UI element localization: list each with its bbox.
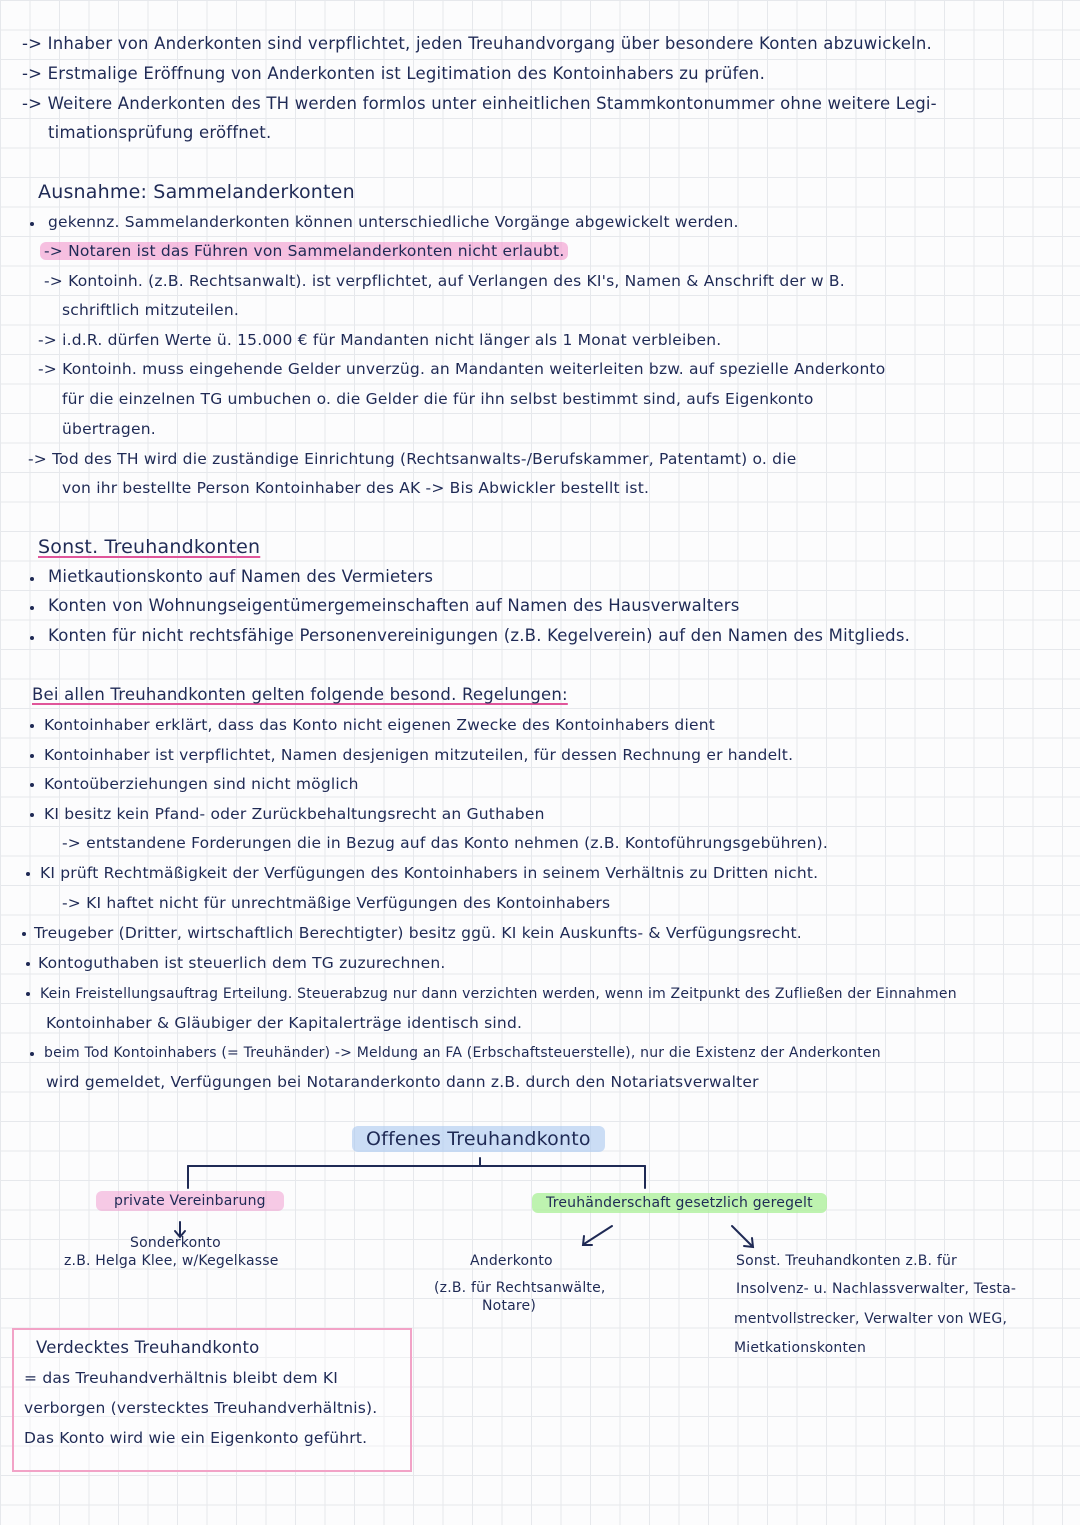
- diagram-right-label: Treuhänderschaft gesetzlich geregelt: [532, 1192, 827, 1214]
- diagram-left-label: private Vereinbarung: [96, 1190, 284, 1212]
- sonst-item-3: Konten für nicht rechtsfähige Personenvereinigungen (z.B. Kegelverein) auf den Namen des Mitglieds.: [48, 626, 911, 645]
- ausnahme-line-10: von ihr bestellte Person Kontoinhaber des AK -> Bis Abwickler bestellt ist.: [62, 479, 650, 497]
- diagram-anderkonto: Anderkonto: [470, 1253, 553, 1269]
- intro-line-1: -> Inhaber von Anderkonten sind verpflichtet, jeden Treuhandvorgang über besondere Konten abzuwickeln.: [22, 34, 932, 53]
- ausnahme-line-5: -> i.d.R. dürfen Werte ü. 15.000 € für Mandanten nicht länger als 1 Monat verbleiben.: [38, 331, 722, 349]
- sonst-item-1: Mietkautionskonto auf Namen des Vermieters: [48, 567, 434, 586]
- diagram-anderkonto-example-2: Notare): [482, 1298, 537, 1314]
- ausnahme-heading: Ausnahme: Sammelanderkonten: [38, 181, 355, 203]
- diagram-sonst-line-2: Insolvenz- u. Nachlassverwalter, Testa-: [736, 1281, 1017, 1297]
- regeln-line-4: KI besitz kein Pfand- oder Zurückbehaltungsrecht an Guthaben: [44, 805, 545, 823]
- regeln-line-2: Kontoinhaber ist verpflichtet, Namen desjenigen mitzuteilen, für dessen Rechnung er handelt.: [44, 746, 794, 764]
- regeln-heading: Bei allen Treuhandkonten gelten folgende besond. Regelungen:: [32, 685, 568, 704]
- intro-line-2: -> Erstmalige Eröffnung von Anderkonten ist Legitimation des Kontoinhabers zu prüfen.: [22, 64, 766, 83]
- ausnahme-line-8: übertragen.: [62, 420, 156, 438]
- regeln-line-10: Kein Freistellungsauftrag Erteilung. Steuerabzug nur dann verzichten werden, wenn im Zeitpunkt des Zufließen der Einnahmen: [40, 986, 957, 1002]
- ausnahme-line-1: gekennz. Sammelanderkonten können unterschiedliche Vorgänge abgewickelt werden.: [48, 213, 739, 231]
- ausnahme-line-9: -> Tod des TH wird die zuständige Einrichtung (Rechtsanwalts-/Berufskammer, Patentamt) o. die: [28, 450, 797, 468]
- diagram-sonst-line-3: mentvollstrecker, Verwalter von WEG,: [734, 1311, 1008, 1327]
- sonst-item-2: Konten von Wohnungseigentümergemeinschaften auf Namen des Hausverwalters: [48, 596, 740, 615]
- ausnahme-line-3: -> Kontoinh. (z.B. Rechtsanwalt). ist verpflichtet, auf Verlangen des KI's, Namen & Anschrift der w B.: [44, 272, 845, 290]
- diagram-sonst-line-4: Mietkationskonten: [734, 1340, 867, 1356]
- intro-line-3: -> Weitere Anderkonten des TH werden formlos unter einheitlichen Stammkontonummer ohne weitere Legi-: [22, 94, 937, 113]
- ausnahme-line-2: -> Notaren ist das Führen von Sammelanderkonten nicht erlaubt.: [40, 240, 568, 262]
- regeln-line-7: -> KI haftet nicht für unrechtmäßige Verfügungen des Kontoinhabers: [62, 894, 611, 912]
- diagram-left-child: Sonderkonto: [130, 1235, 221, 1251]
- regeln-line-6: KI prüft Rechtmäßigkeit der Verfügungen des Kontoinhabers in seinem Verhältnis zu Dritten nicht.: [40, 864, 819, 882]
- regeln-line-3: Kontoüberziehungen sind nicht möglich: [44, 775, 359, 793]
- intro-line-4: timationsprüfung eröffnet.: [48, 123, 272, 142]
- regeln-line-9: Kontoguthaben ist steuerlich dem TG zuzurechnen.: [38, 954, 446, 972]
- ausnahme-line-7: für die einzelnen TG umbuchen o. die Gelder die für ihn selbst bestimmt sind, aufs Eigenkonto: [62, 390, 814, 408]
- regeln-line-8: Treugeber (Dritter, wirtschaftlich Berechtigter) besitz ggü. KI kein Auskunfts- & Verfügungsrecht.: [34, 924, 802, 942]
- regeln-line-13: wird gemeldet, Verfügungen bei Notaranderkonto dann z.B. durch den Notariatsverwalter: [46, 1073, 759, 1091]
- verdeckt-line-3: Das Konto wird wie ein Eigenkonto geführt.: [24, 1429, 368, 1447]
- diagram-root: Offenes Treuhandkonto: [352, 1128, 605, 1150]
- ausnahme-line-6: -> Kontoinh. muss eingehende Gelder unverzüg. an Mandanten weiterleiten bzw. auf spezielle Anderkonto: [38, 360, 886, 378]
- ausnahme-line-4: schriftlich mitzuteilen.: [62, 301, 240, 319]
- verdeckt-line-1: = das Treuhandverhältnis bleibt dem KI: [24, 1369, 339, 1387]
- regeln-line-1: Kontoinhaber erklärt, dass das Konto nicht eigenen Zwecke des Kontoinhabers dient: [44, 716, 715, 734]
- regeln-line-12: beim Tod Kontoinhabers (= Treuhänder) -> Meldung an FA (Erbschaftsteuerstelle), nur die Existenz der Anderkonten: [44, 1045, 881, 1061]
- regeln-line-5: -> entstandene Forderungen die in Bezug auf das Konto nehmen (z.B. Kontoführungsgebühren).: [62, 834, 829, 852]
- diagram-sonst-line-1: Sonst. Treuhandkonten z.B. für: [736, 1253, 957, 1269]
- verdeckt-title: Verdecktes Treuhandkonto: [36, 1338, 260, 1357]
- sonst-heading: Sonst. Treuhandkonten: [38, 536, 261, 558]
- regeln-line-11: Kontoinhaber & Gläubiger der Kapitalerträge identisch sind.: [46, 1014, 523, 1032]
- verdeckt-line-2: verborgen (verstecktes Treuhandverhältnis).: [24, 1399, 378, 1417]
- diagram-left-example: z.B. Helga Klee, w/Kegelkasse: [64, 1253, 279, 1269]
- diagram-anderkonto-example-1: (z.B. für Rechtsanwälte,: [434, 1280, 606, 1296]
